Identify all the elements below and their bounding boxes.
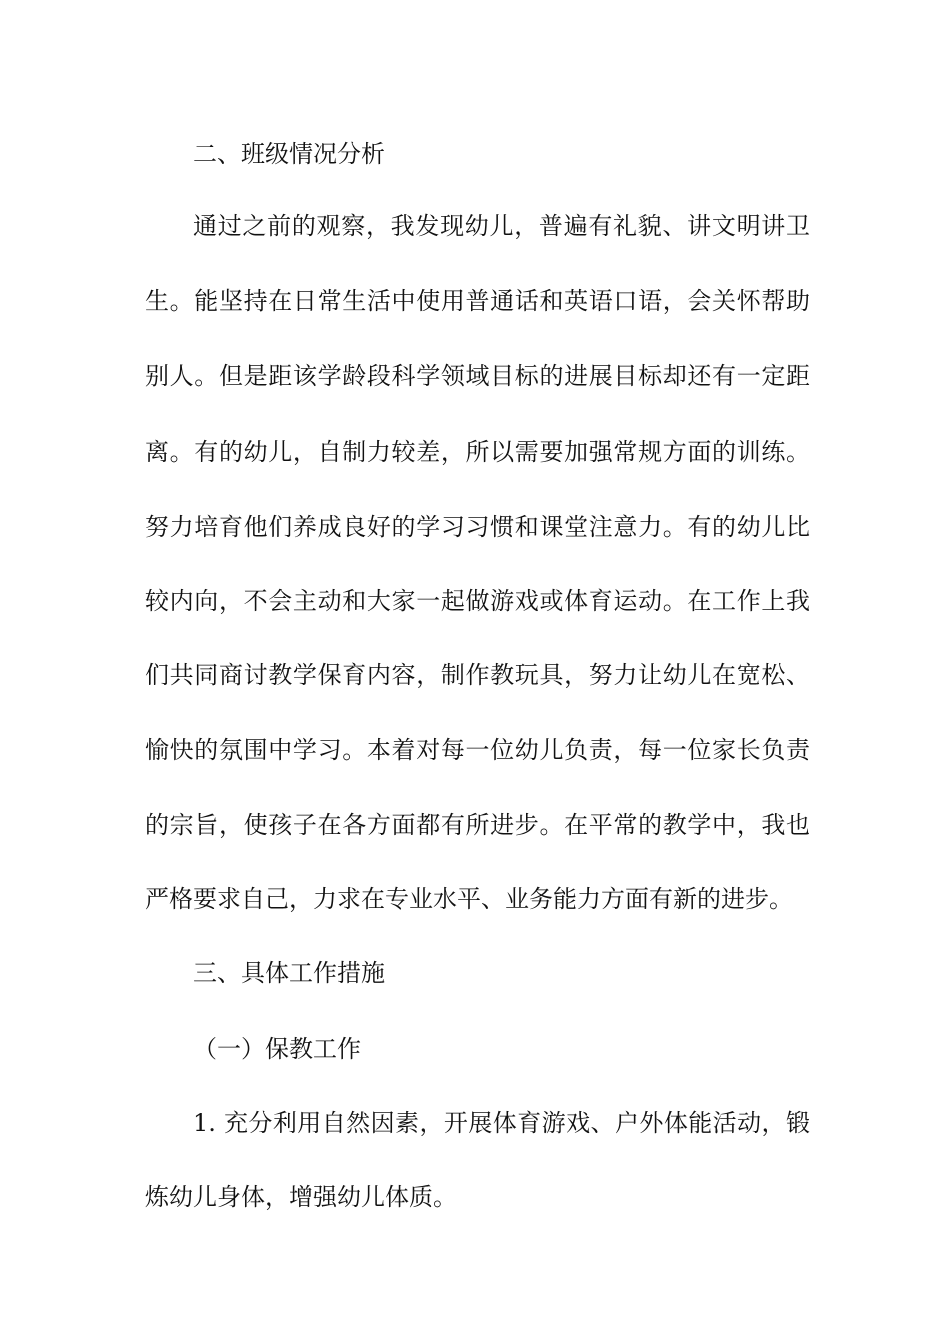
- paragraph-line: 严格要求自己，力求在专业水平、业务能力方面有新的进步。: [145, 885, 793, 913]
- subsection-heading-care-education: （一）保教工作: [193, 1035, 361, 1063]
- paragraph-line: 努力培育他们养成良好的学习习惯和课堂注意力。有的幼儿比: [145, 513, 810, 541]
- paragraph-line: 愉快的氛围中学习。本着对每一位幼儿负责，每一位家长负责: [145, 736, 810, 764]
- section-heading-class-analysis: 二、班级情况分析: [193, 140, 385, 168]
- paragraph-line: 生。能坚持在日常生活中使用普通话和英语口语，会关怀帮助: [145, 287, 810, 315]
- section-heading-work-measures: 三、具体工作措施: [193, 959, 385, 987]
- paragraph-line: 别人。但是距该学龄段科学领域目标的进展目标却还有一定距: [145, 362, 810, 390]
- paragraph-line: 较内向，不会主动和大家一起做游戏或体育运动。在工作上我: [145, 587, 810, 615]
- paragraph-line: 通过之前的观察，我发现幼儿，普遍有礼貌、讲文明讲卫: [193, 212, 810, 240]
- list-item-line: 炼幼儿身体，增强幼儿体质。: [145, 1183, 457, 1211]
- paragraph-line: 的宗旨，使孩子在各方面都有所进步。在平常的教学中，我也: [145, 811, 810, 839]
- paragraph-line: 离。有的幼儿，自制力较差，所以需要加强常规方面的训练。: [145, 438, 810, 466]
- list-item-line: 1. 充分利用自然因素，开展体育游戏、户外体能活动，锻: [193, 1109, 810, 1137]
- paragraph-line: 们共同商讨教学保育内容，制作教玩具，努力让幼儿在宽松、: [145, 661, 810, 689]
